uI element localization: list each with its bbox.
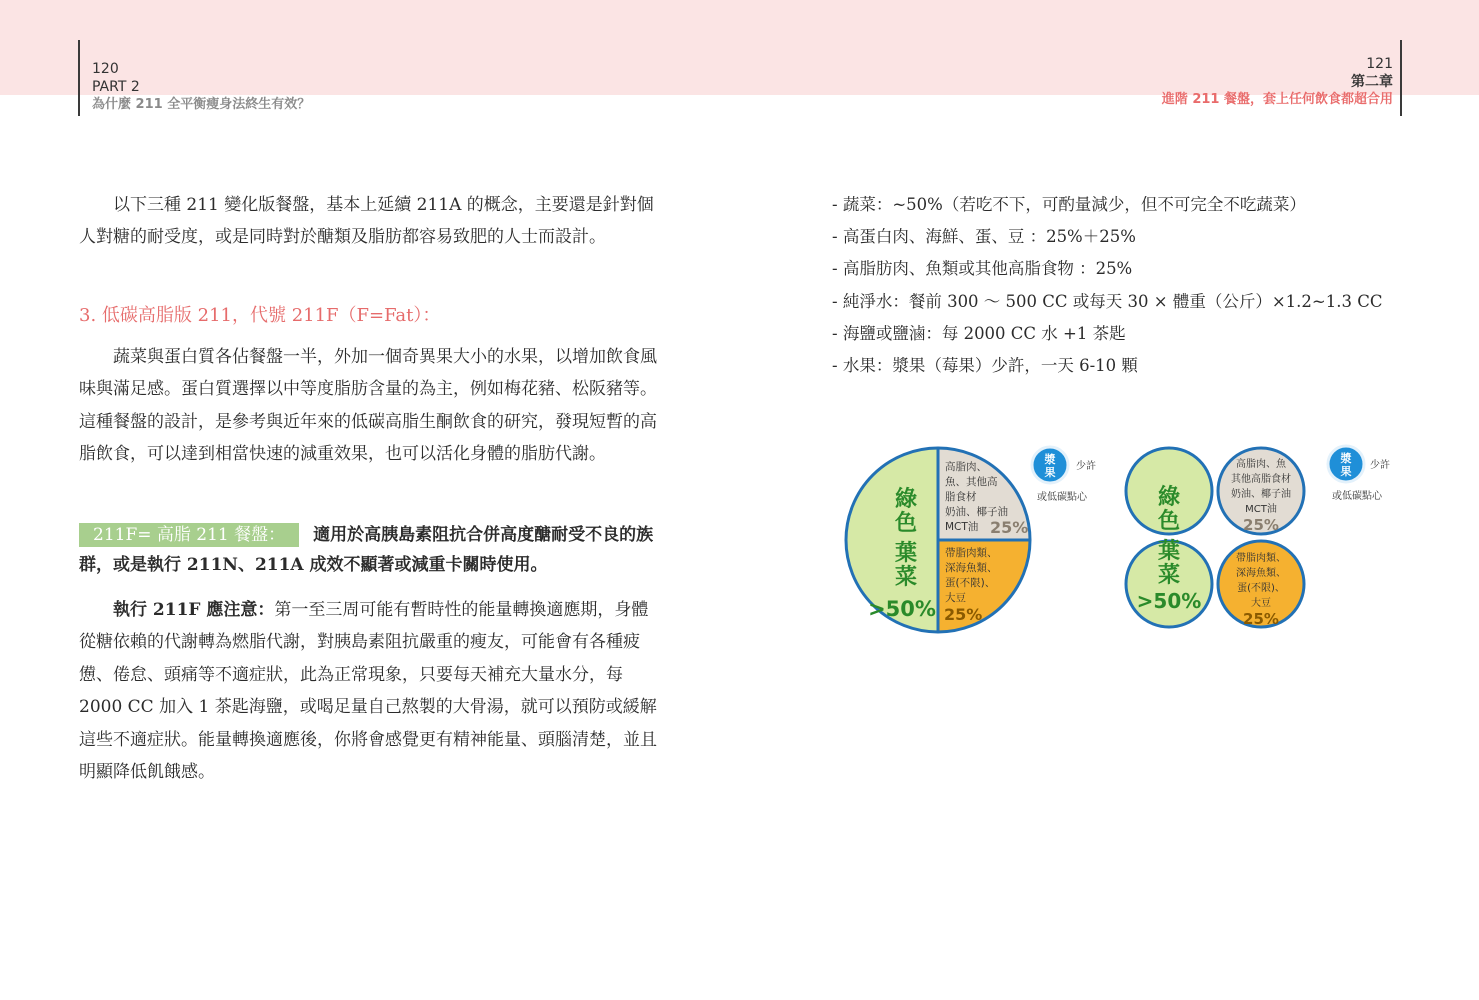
- plate2-fat-line: 高脂肉、魚: [1236, 459, 1286, 470]
- plate2-protein-pct: 25%: [1243, 610, 1279, 628]
- plate2-protein-line: 深海魚類、: [1236, 568, 1286, 579]
- usage-text: 適用於高胰島素阻抗合併高度醣耐受不良的族群，或是執行 211N、211A 成效不顯著或減重卡關時使用。: [79, 525, 654, 575]
- plate2-protein-line: 帶脂肉類、: [1236, 553, 1286, 564]
- plate1-fat-line: MCT油: [945, 521, 979, 533]
- caution-paragraph: [79, 594, 663, 788]
- left-page-number: 120: [92, 61, 119, 77]
- plate1-fat-line: 魚、其他高: [945, 476, 998, 488]
- plate2-fat-line: 其他高脂食材: [1231, 474, 1291, 485]
- caution-text: 第一至三周可能有暫時性的能量轉換適應期，身體從糖依賴的代謝轉為燃脂代謝，對胰島素阻抗嚴重的瘦友，可能會有各種疲憊、倦怠、頭痛等不適症狀，此為正常現象，只要每天補充大量水分，每 2000 CC 加入 1 茶匙海鹽，或喝足量自己熬製的大骨湯，就可以預防或緩解這些不適症狀。能量轉換適應後，你將會感覺更有精神能量、頭腦清楚，並且明顯降低飢餓感。: [79, 600, 657, 783]
- left-book-title: 為什麼 211 全平衡瘦身法終生有效？: [92, 97, 311, 112]
- plate2-fat-pct: 25%: [1243, 516, 1279, 534]
- plate1-berry-label: 少許: [1076, 461, 1096, 472]
- plate1-fat-pct: 25%: [990, 518, 1029, 537]
- plate1-veg-char: 菜: [894, 565, 918, 590]
- right-running-header: [1162, 55, 1393, 109]
- plate2-berry-label: 少許: [1370, 460, 1390, 471]
- right-page-number: 121: [1366, 56, 1393, 72]
- left-part-label: PART 2: [92, 79, 140, 95]
- plate1-fat-line: 脂食材: [945, 491, 977, 503]
- plate2-veg-char: 菜: [1157, 563, 1181, 588]
- plate1-protein-line: 帶脂肉類、: [945, 547, 998, 559]
- left-header-rule: [78, 40, 80, 116]
- plate1-fat-line: 奶油、椰子油: [945, 506, 1008, 518]
- right-header-rule: [1400, 40, 1402, 116]
- plate2-veg-char: 葉: [1157, 539, 1181, 564]
- plate1-veg-char: 色: [894, 511, 918, 536]
- plate1-protein-line: 深海魚類、: [945, 562, 998, 574]
- plate-one: [846, 447, 1096, 632]
- plate-composition-list: [832, 189, 1432, 382]
- list-item: - 高蛋白肉、海鮮、蛋、豆 ：25%＋25%: [832, 227, 1136, 247]
- plate1-berry-char: 果: [1044, 466, 1056, 479]
- caution-lead: 執行 211F 應注意：: [113, 600, 275, 620]
- list-item: - 水果：漿果（莓果）少許，一天 6-10 顆: [832, 356, 1138, 376]
- list-item: - 海鹽或鹽滷：每 2000 CC 水 +1 茶匙: [832, 323, 1126, 343]
- plate2-berry-char: 漿: [1340, 452, 1352, 465]
- plate1-veg-char: 葉: [894, 541, 918, 566]
- plan-tag: 211F= 高脂 211 餐盤：: [79, 523, 299, 547]
- list-item: - 高脂肪肉、魚類或其他高脂食物 ：25%: [832, 259, 1133, 279]
- plate1-protein-line: 蛋(不限)、: [945, 577, 996, 589]
- plate2-protein-line: 蛋(不限)、: [1237, 583, 1285, 594]
- section-heading: 3. 低碳高脂版 211，代號 211F（F=Fat）：: [79, 305, 441, 326]
- plate1-snack-label: 或低碳點心: [1037, 492, 1087, 503]
- plate2-fat-line: 奶油、椰子油: [1231, 489, 1291, 500]
- usage-paragraph: [79, 520, 669, 580]
- plate-two: [1126, 446, 1390, 628]
- plate2-protein-line: 大豆: [1251, 598, 1271, 609]
- plate1-protein-pct: 25%: [944, 605, 983, 624]
- body-paragraph: 蔬菜與蛋白質各佔餐盤一半，外加一個奇異果大小的水果，以增加飲食風味與滿足感。蛋白質選擇以中等度脂肪含量的為主，例如梅花豬、松阪豬等。這種餐盤的設計，是參考與近年來的低碳高脂生酮飲食的研究，發現短暫的高脂飲食，可以達到相當快速的減重效果，也可以活化身體的脂肪代謝。: [79, 347, 657, 465]
- plate2-veg-char: 綠: [1157, 485, 1181, 510]
- plate1-protein-line: 大豆: [945, 592, 966, 604]
- list-item: - 蔬菜：~50%（若吃不下，可酌量減少，但不可完全不吃蔬菜）: [832, 195, 1306, 214]
- plate2-snack-label: 或低碳點心: [1332, 491, 1382, 502]
- plate2-fat-line: MCT油: [1245, 504, 1277, 515]
- plate1-fat-line: 高脂肉、: [945, 461, 987, 473]
- plate1-veg-pct: >50%: [868, 597, 936, 621]
- plate2-berry-char: 果: [1340, 465, 1352, 478]
- plate1-veg-char: 綠: [894, 487, 918, 512]
- right-chapter-title: 進階 211 餐盤，套上任何飲食都超合用: [1161, 92, 1393, 107]
- plate1-berry-char: 漿: [1044, 453, 1056, 466]
- left-running-header: [92, 60, 310, 114]
- intro-paragraph: 以下三種 211 變化版餐盤，基本上延續 211A 的概念，主要還是針對個人對糖的耐受度，或是同時對於醣類及脂肪都容易致肥的人士而設計。: [79, 195, 654, 248]
- list-item: - 純淨水：餐前 300 ～ 500 CC 或每天 30 × 體重（公斤）×1.2~1.3 CC: [832, 291, 1383, 311]
- plate2-veg-pct: >50%: [1136, 589, 1202, 613]
- plate-illustration: [840, 440, 1420, 640]
- plate2-veg-char: 色: [1157, 509, 1181, 534]
- right-chapter-label: 第二章: [1351, 74, 1393, 90]
